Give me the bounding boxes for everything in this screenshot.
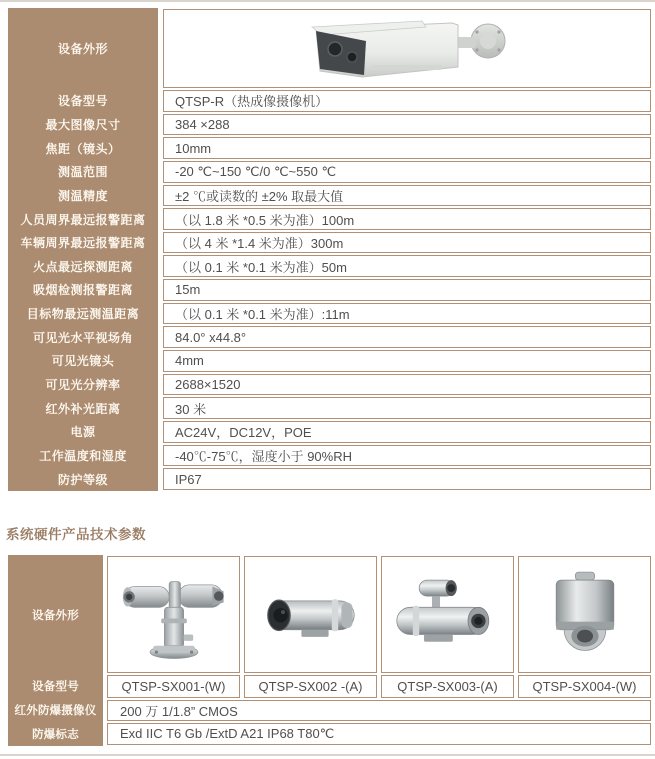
table-row <box>8 207 651 231</box>
row-label: 防护等级 <box>8 467 158 491</box>
row-value: -40℃-75℃，湿度小于 90%RH <box>163 445 651 467</box>
table-row <box>8 113 651 137</box>
row-value: -20 ℃~150 ℃/0 ℃~550 ℃ <box>163 161 651 183</box>
table-row <box>8 420 651 444</box>
row-value: 384 ×288 <box>163 114 651 136</box>
table-row <box>8 254 651 278</box>
model-cell: QTSP-SX002 -(A) <box>244 675 377 698</box>
row-label: 可见光分辨率 <box>8 373 158 397</box>
row-label: 测温精度 <box>8 184 158 208</box>
row-label: 设备型号 <box>8 674 103 699</box>
row-value: 4mm <box>163 350 651 372</box>
row-value: 84.0° x44.8° <box>163 326 651 348</box>
row-value: 2688×1520 <box>163 374 651 396</box>
table-row <box>8 302 651 326</box>
row-value: AC24V，DC12V，POE <box>163 421 651 443</box>
model-cell: QTSP-SX004-(W) <box>518 675 651 698</box>
table-row <box>8 136 651 160</box>
row-label: 红外补光距离 <box>8 396 158 420</box>
row-value: 15m <box>163 279 651 301</box>
row-value: 30 米 <box>163 397 651 419</box>
row-label: 火点最远探测距离 <box>8 254 158 278</box>
row-label: 可见光水平视场角 <box>8 325 158 349</box>
section-heading: 系统硬件产品技术参数 <box>6 527 146 542</box>
row-label: 焦距（镜头） <box>8 136 158 160</box>
row-value: （以 0.1 米 *0.1 米为准）:11m <box>163 303 651 325</box>
row-value: （以 1.8 米 *0.5 米为准）100m <box>163 208 651 230</box>
thermal-camera-spec-table <box>8 8 651 491</box>
bottom-divider <box>0 754 655 756</box>
table-row <box>8 555 651 674</box>
hardware-params-table <box>8 555 651 746</box>
row-label: 电源 <box>8 420 158 444</box>
thermal-bullet-camera-icon <box>302 15 512 83</box>
row-value: 200 万 1/1.8” CMOS <box>107 700 651 722</box>
cylinder-camera-lens-left-image <box>244 556 377 673</box>
row-label: 红外防爆摄像仪 <box>8 699 103 723</box>
drum-dome-camera-icon <box>529 562 641 667</box>
row-label: 吸烟检测报警距离 <box>8 278 158 302</box>
table-row <box>8 467 651 491</box>
top-divider <box>0 0 655 2</box>
row-label: 工作温度和湿度 <box>8 444 158 468</box>
model-cell: QTSP-SX001-(W) <box>107 675 240 698</box>
table-row <box>8 89 651 113</box>
row-value: 10mm <box>163 137 651 159</box>
table-row <box>8 8 651 89</box>
row-value: Exd IIC T6 Gb /ExtD A21 IP68 T80℃ <box>107 723 651 745</box>
table-row <box>8 699 651 723</box>
table-row <box>8 278 651 302</box>
row-value: IP67 <box>163 468 651 490</box>
table-row <box>8 160 651 184</box>
row-label: 目标物最远测温距离 <box>8 302 158 326</box>
row-label: 车辆周界最远报警距离 <box>8 231 158 255</box>
row-value: （以 4 米 *1.4 米为准）300m <box>163 232 651 254</box>
table-row <box>8 349 651 373</box>
table-row <box>8 184 651 208</box>
table-row <box>8 444 651 468</box>
row-label: 设备外形 <box>8 555 103 674</box>
thermal-bullet-camera-image <box>163 9 651 88</box>
row-value: QTSP-R（热成像摄像机） <box>163 90 651 112</box>
row-value: ±2 ℃或读数的 ±2% 取最大值 <box>163 185 651 207</box>
row-label: 设备外形 <box>8 8 158 89</box>
row-label: 可见光镜头 <box>8 349 158 373</box>
drum-dome-camera-image <box>518 556 651 673</box>
row-label: 防爆标志 <box>8 722 103 746</box>
row-label: 人员周界最远报警距离 <box>8 207 158 231</box>
row-label: 设备型号 <box>8 89 158 113</box>
cylinder-camera-with-top-unit-image <box>381 556 514 673</box>
table-row <box>8 674 651 699</box>
table-row <box>8 396 651 420</box>
row-value: （以 0.1 米 *0.1 米为准）50m <box>163 255 651 277</box>
table-row <box>8 373 651 397</box>
table-row <box>8 325 651 349</box>
ptz-explosionproof-camera-image <box>107 556 240 673</box>
cylinder-camera-icon <box>255 562 367 667</box>
model-cell: QTSP-SX003-(A) <box>381 675 514 698</box>
row-label: 测温范围 <box>8 160 158 184</box>
cylinder-camera-top-unit-icon <box>392 562 504 667</box>
table-row <box>8 231 651 255</box>
table-row <box>8 722 651 746</box>
row-label: 最大图像尺寸 <box>8 113 158 137</box>
ptz-camera-icon <box>118 562 230 667</box>
